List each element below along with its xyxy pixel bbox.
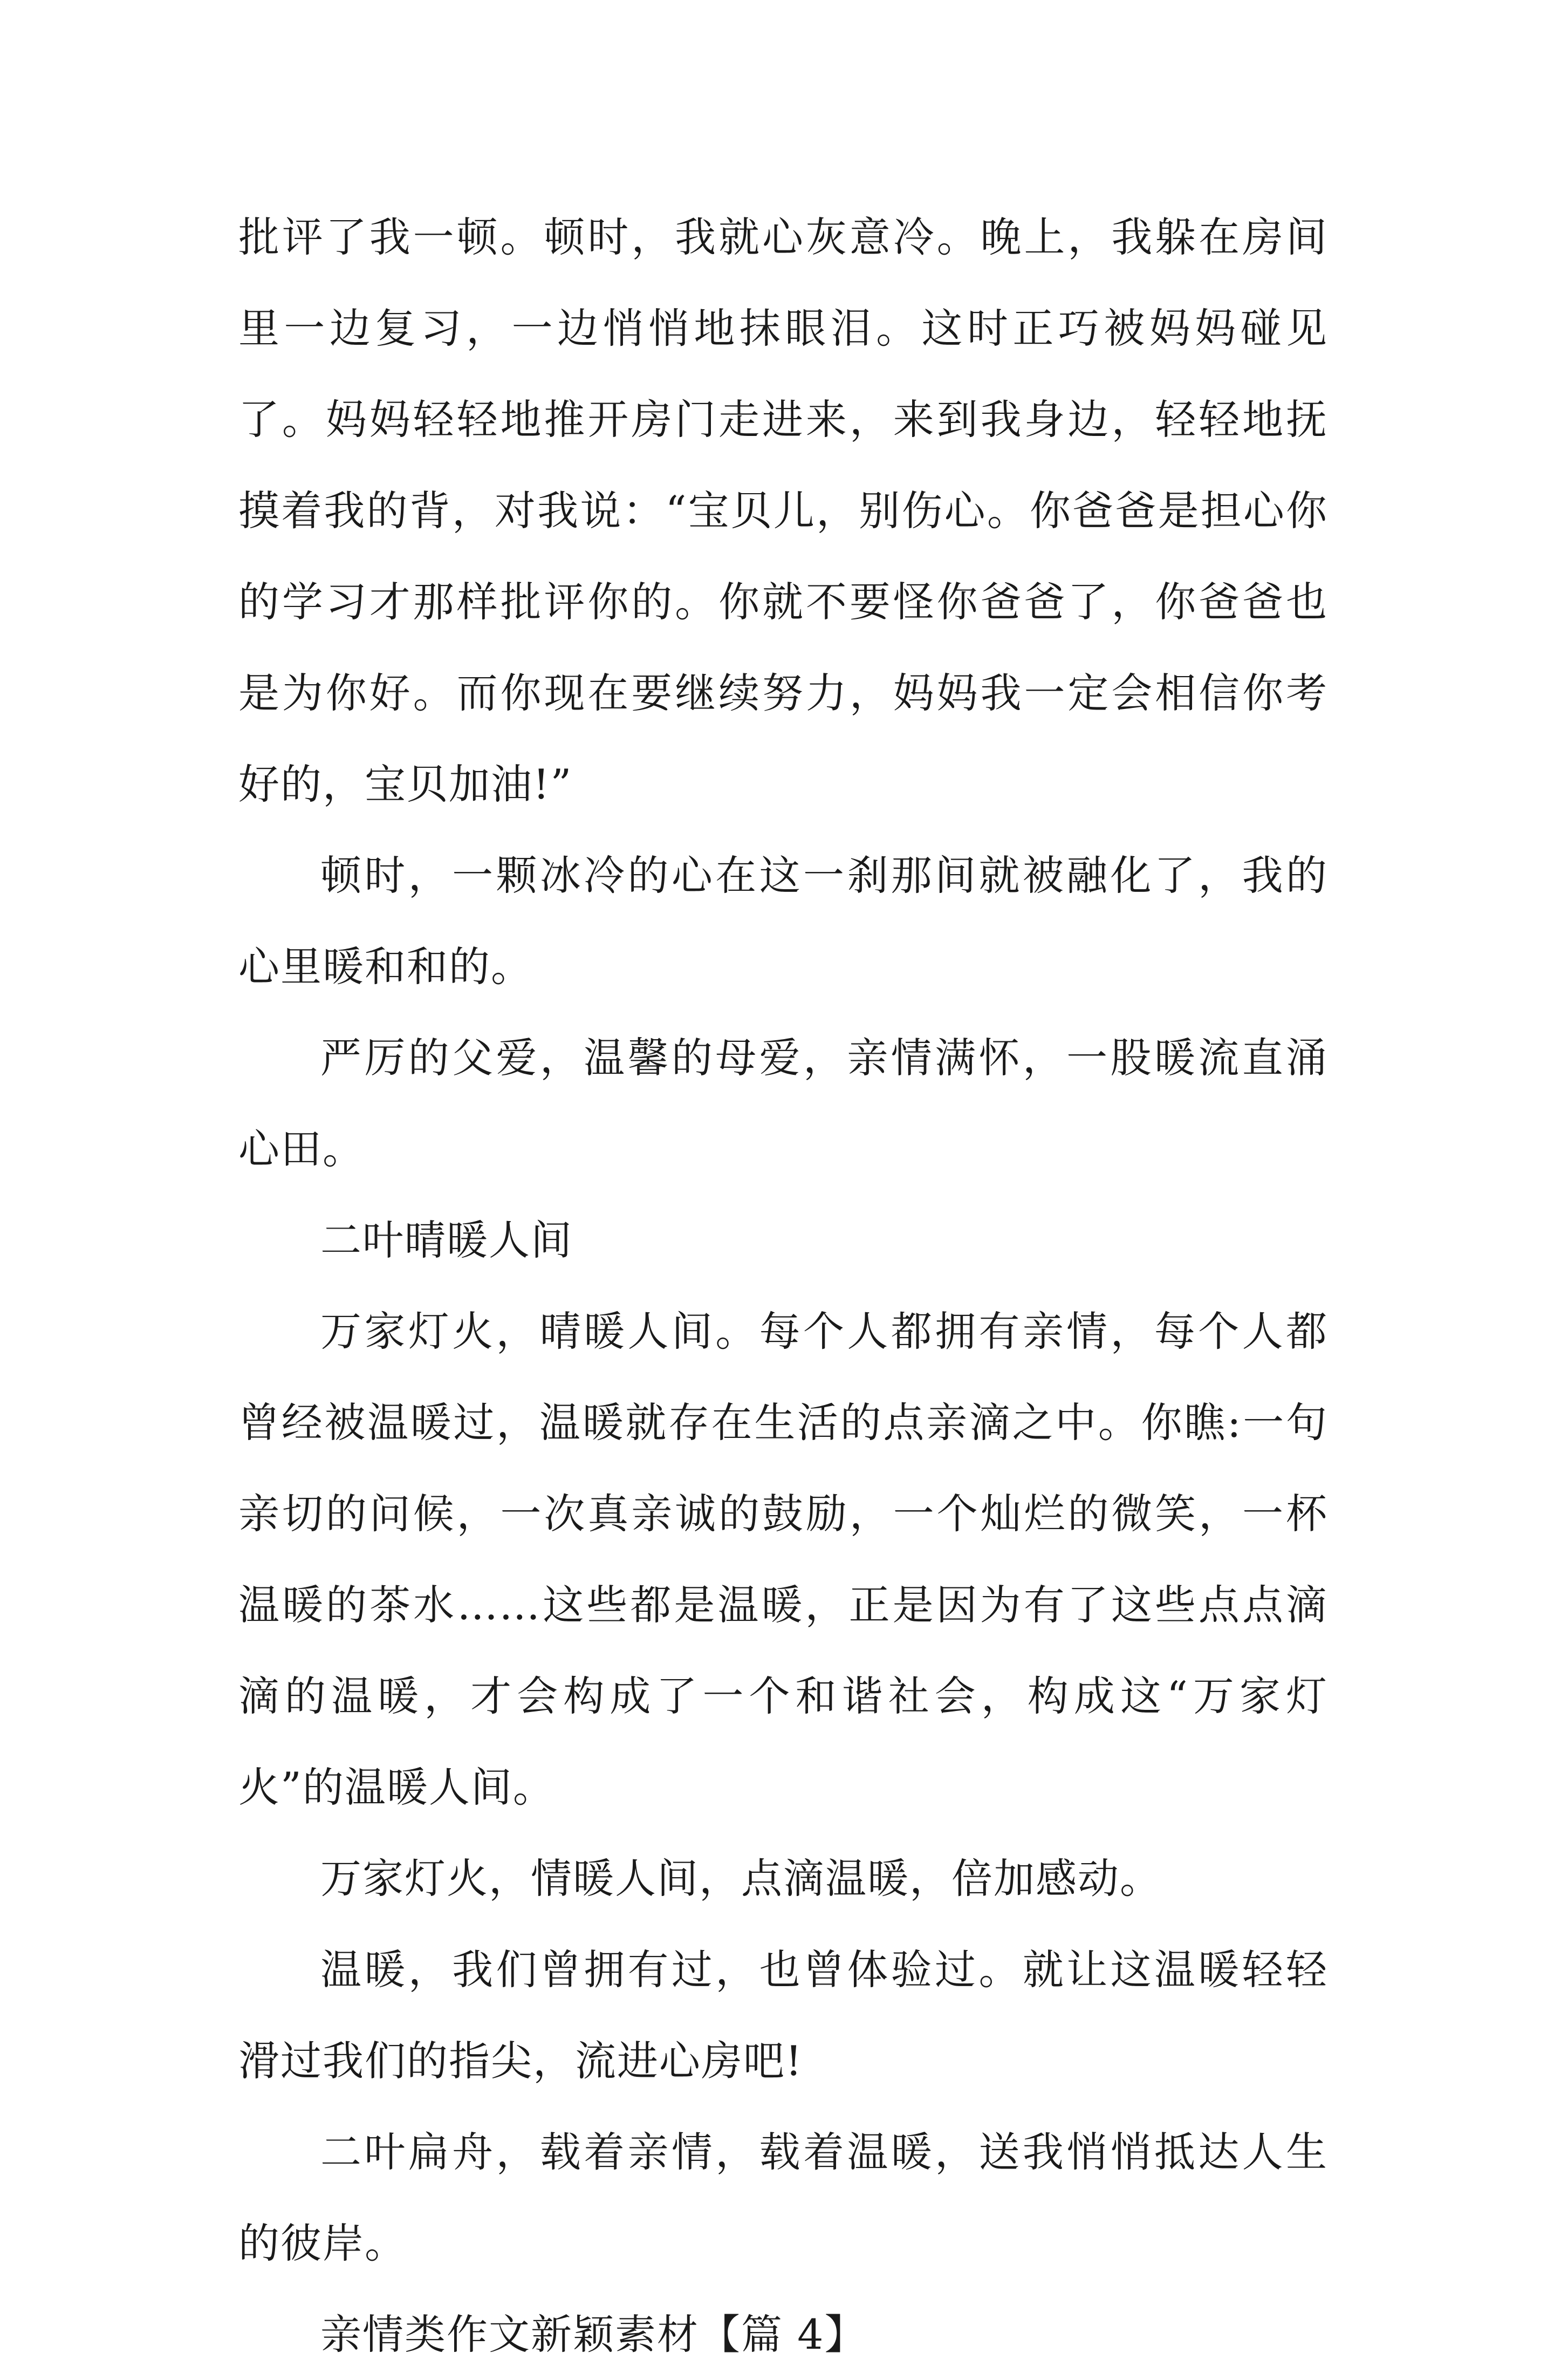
section-title: 亲情类作文新颖素材【篇 4】: [320, 2310, 867, 2358]
paragraph: 严厉的父爱，温馨的母爱，亲情满怀，一股暖流直涌心田。: [238, 1034, 1328, 1173]
paragraph: 温暖，我们曾拥有过，也曾体验过。就让这温暖轻轻滑过我们的指尖，流进心房吧!: [238, 1946, 1328, 2085]
paragraph: 顿时，一颗冰冷的心在这一刹那间就被融化了，我的心里暖和和的。: [238, 851, 1328, 991]
paragraph: 万家灯火，情暖人间，点滴温暖，倍加感动。: [320, 1854, 1162, 1902]
paragraph: 万家灯火，晴暖人间。每个人都拥有亲情，每个人都曾经被温暖过，温暖就存在生活的点亲滴之中。你瞧:一句亲切的问候，一次真亲诚的鼓励，一个灿烂的微笑，一杯温暖的茶水……这些都是温暖，正是因为有了这些点点滴滴的温暖，才会构成了一个和谐社会，构成这“万家灯火”的温暖人间。: [238, 1307, 1328, 1811]
paragraph-continuation: 批评了我一顿。顿时，我就心灰意冷。晚上，我躲在房间里一边复习，一边悄悄地抹眼泪。这时正巧被妈妈碰见了。妈妈轻轻地推开房门走进来，来到我身边，轻轻地抚摸着我的背，对我说：“宝贝儿，别伤心。你爸爸是担心你的学习才那样批评你的。你就不要怪你爸爸了，你爸爸也是为你好。而你现在要继续努力，妈妈我一定会相信你考好的，宝贝加油!”: [238, 213, 1328, 808]
section-heading: 二叶晴暖人间: [320, 1216, 573, 1264]
paragraph: 二叶扁舟，载着亲情，载着温暖，送我悄悄抵达人生的彼岸。: [238, 2128, 1328, 2267]
document-body: [238, 192, 1328, 2380]
